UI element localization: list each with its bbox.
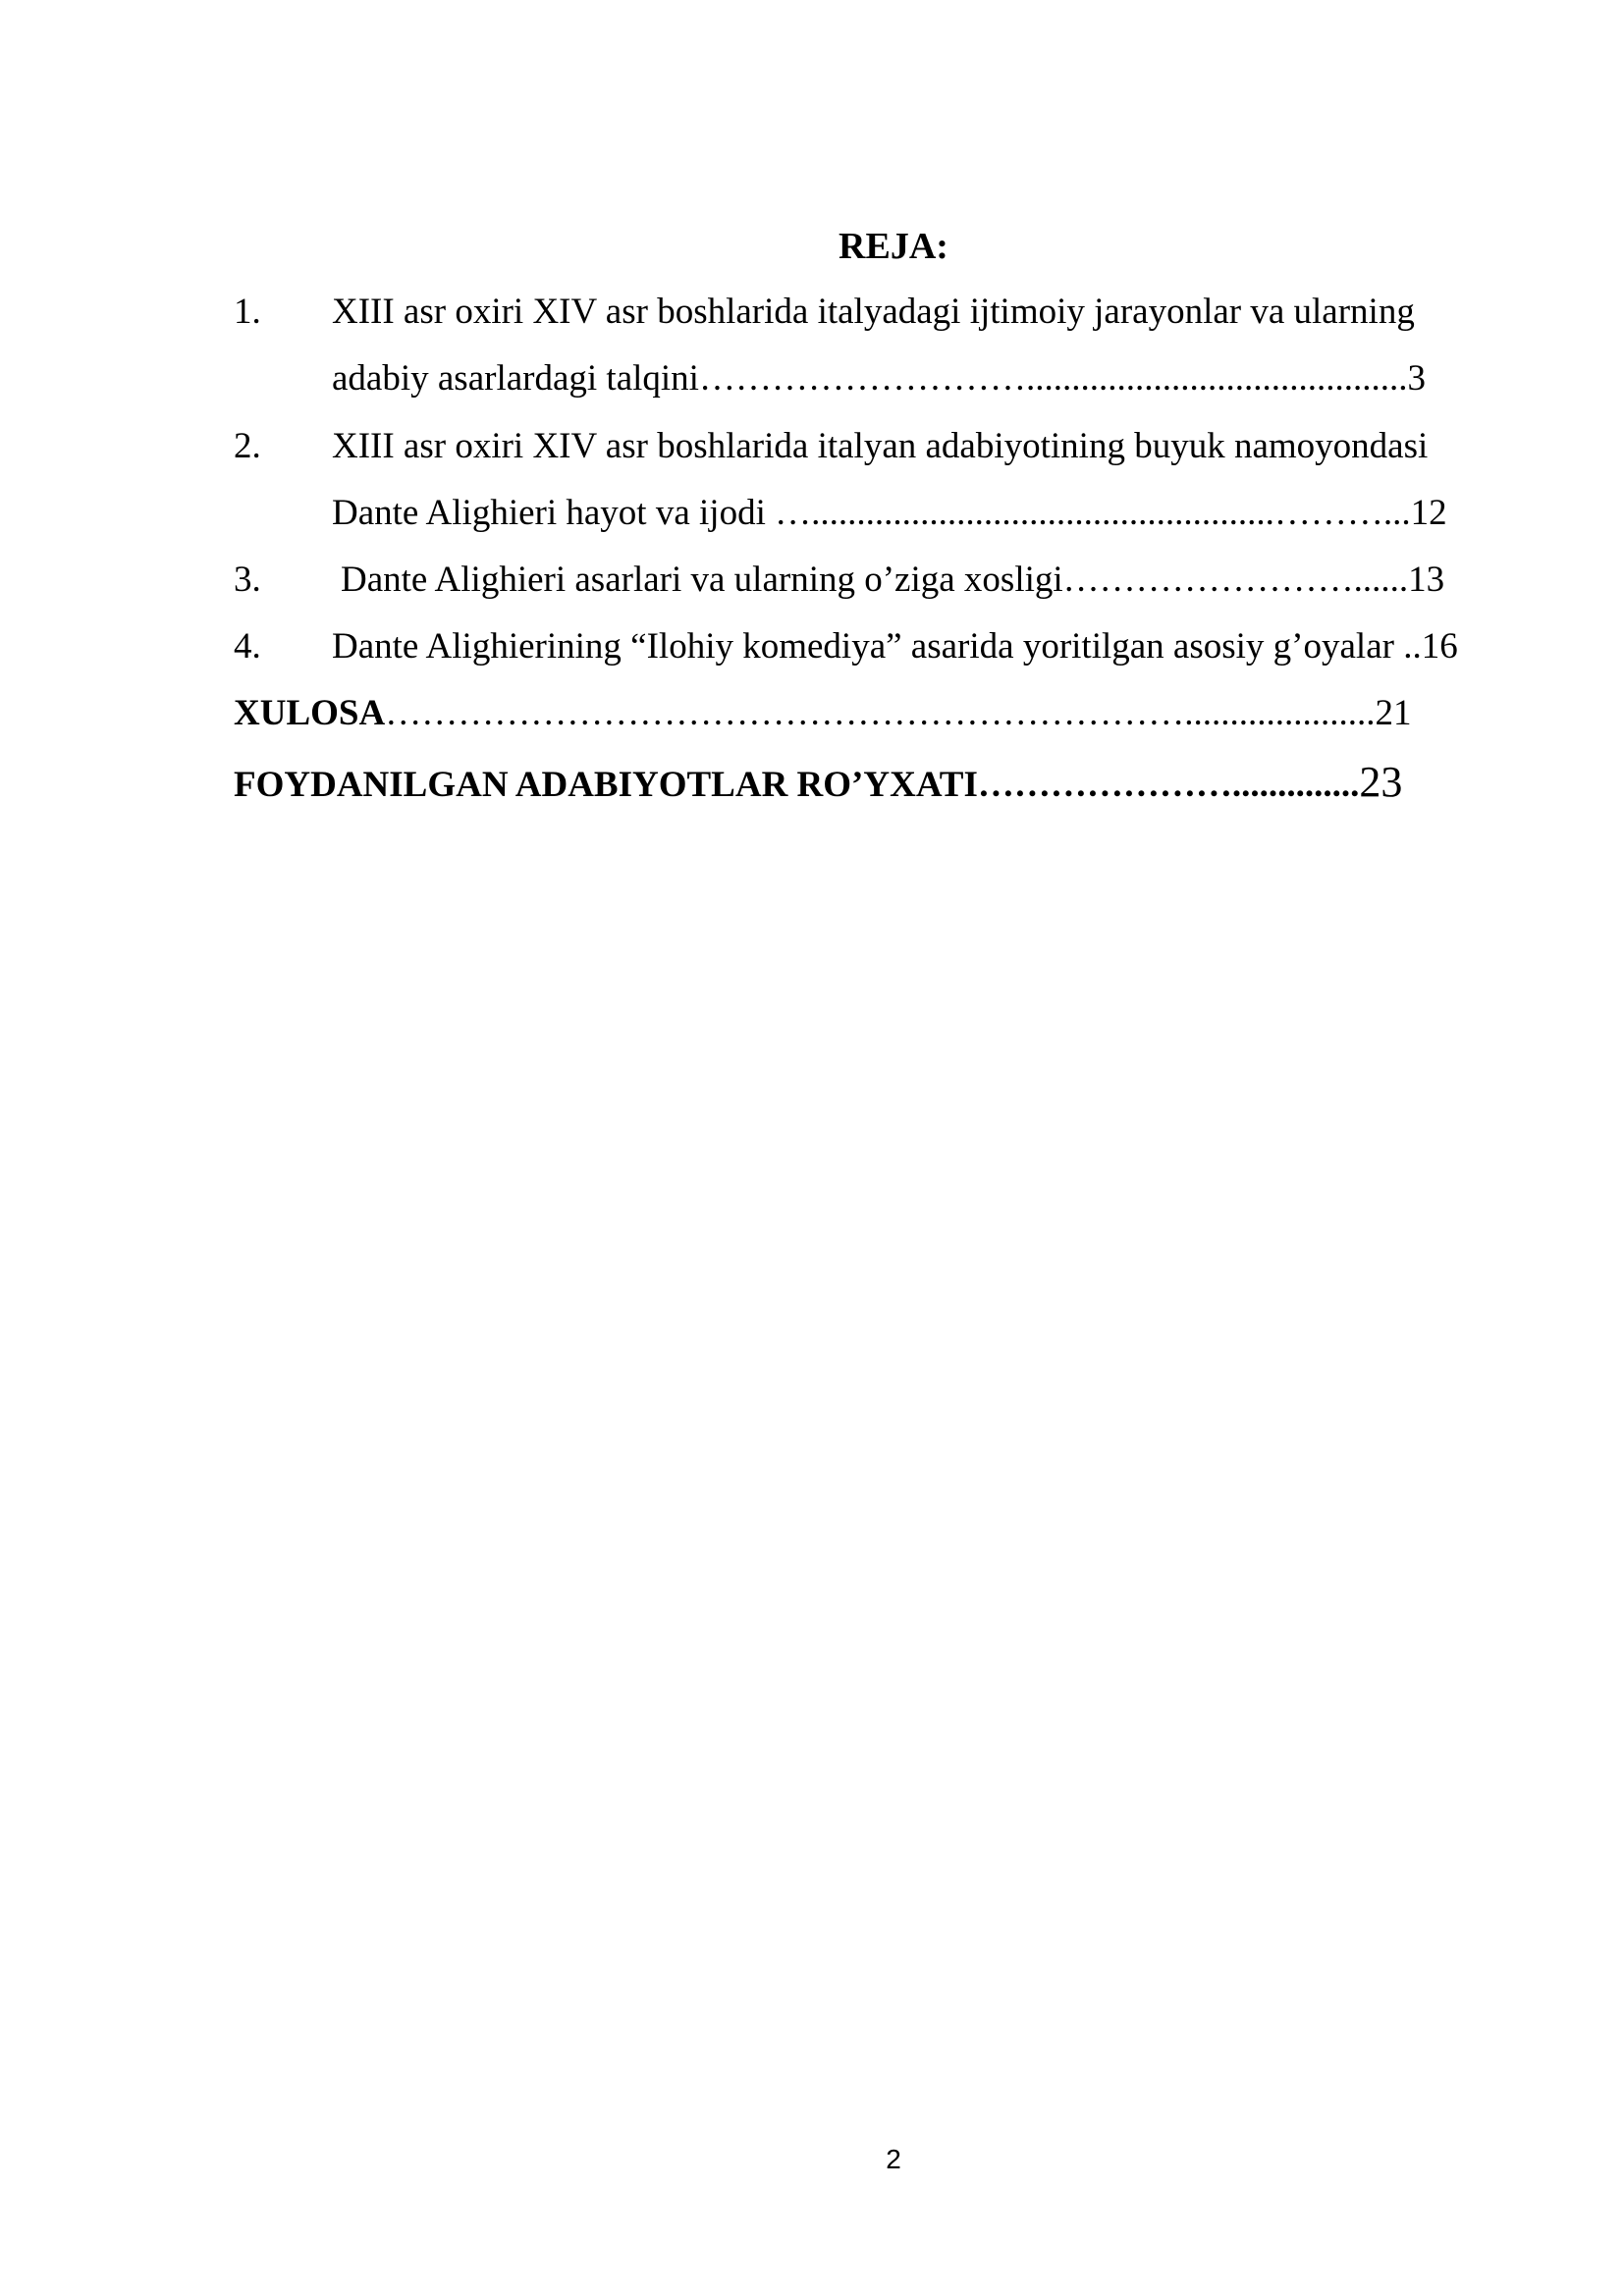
toc-references [234, 758, 1402, 810]
page-title: REJA: [839, 226, 948, 267]
toc-references-label: FOYDANILGAN ADABIYOTLAR RO’YXATI [234, 765, 978, 805]
toc-item-1-line-2: adabiy asarlardagi talqini………………………..........................................3 [332, 358, 1426, 399]
toc-item-4-line-1: Dante Alighierining “Ilohiy komediya” asarida yoritilgan asosiy g’oyalar ..16 [332, 626, 1458, 667]
toc-item-1-number: 1. [234, 292, 261, 332]
toc-item-2-line-2: Dante Alighieri hayot va ijodi …...................................................………...12 [332, 493, 1447, 533]
toc-item-4-number: 4. [234, 626, 261, 667]
toc-references-leader: ………………….............. [977, 765, 1360, 805]
toc-item-2-line-1: XIII asr oxiri XIV asr boshlarida italyan adabiyotining buyuk namoyondasi [332, 426, 1429, 466]
toc-references-page: 23 [1359, 758, 1403, 806]
toc-item-1-line-1: XIII asr oxiri XIV asr boshlarida italyadagi ijtimoiy jarayonlar va ularning [332, 292, 1415, 332]
toc-conclusion-leader: ………………………………………………………….....................21 [385, 693, 1412, 733]
toc-conclusion-label: XULOSA [234, 693, 386, 733]
page-number: 2 [886, 2144, 901, 2174]
toc-conclusion [234, 689, 1411, 738]
toc-item-3-number: 3. [234, 560, 261, 600]
toc-item-3-line-1: Dante Alighieri asarlari va ularning o’ziga xosligi……………………......13 [341, 560, 1445, 600]
toc-item-2-number: 2. [234, 426, 261, 466]
